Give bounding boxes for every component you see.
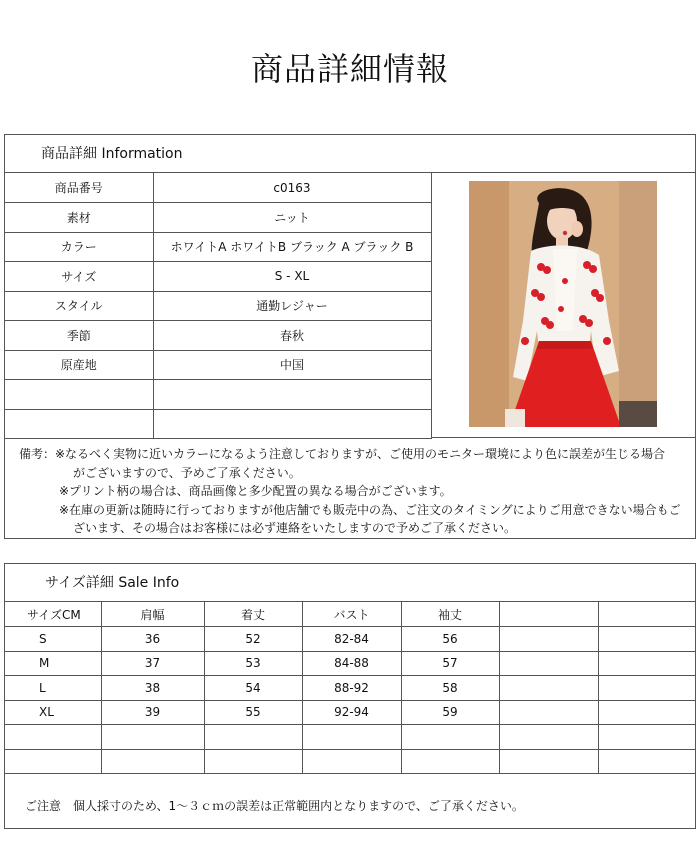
size-column-header: 着丈 <box>204 602 302 627</box>
size-cell <box>499 651 598 676</box>
size-cell <box>302 749 401 774</box>
details-row <box>5 321 431 351</box>
details-label: 季節 <box>5 321 153 351</box>
size-cell: L <box>5 676 101 701</box>
size-cell <box>101 749 204 774</box>
details-header: 商品詳細 Information <box>5 135 695 173</box>
details-row <box>5 409 431 439</box>
size-caution: ご注意 個人採寸のため、1～３ｃｍの誤差は正常範囲内となりますので、ご了承ください。 <box>25 799 524 813</box>
size-row <box>5 676 695 701</box>
size-row <box>5 700 695 725</box>
details-row <box>5 173 431 203</box>
size-row <box>5 651 695 676</box>
details-value: ホワイトA ホワイトB ブラック A ブラック B <box>153 232 431 262</box>
details-label <box>5 380 153 410</box>
details-row <box>5 291 431 321</box>
details-row <box>5 350 431 380</box>
size-cell <box>5 749 101 774</box>
product-photo <box>469 181 657 427</box>
size-cell: 59 <box>401 700 499 725</box>
size-cell: M <box>5 651 101 676</box>
note-line: ※プリント柄の場合は、商品画像と多少配置の異なる場合がございます。 <box>59 484 452 498</box>
size-cell: 92-94 <box>302 700 401 725</box>
details-value: ニット <box>153 203 431 233</box>
details-row <box>5 262 431 292</box>
size-header: サイズ詳細 Sale Info <box>5 564 695 602</box>
details-row <box>5 203 431 233</box>
details-label: 原産地 <box>5 350 153 380</box>
size-cell: 58 <box>401 676 499 701</box>
size-row <box>5 725 695 750</box>
size-cell: 37 <box>101 651 204 676</box>
size-cell <box>598 627 695 652</box>
size-cell <box>598 700 695 725</box>
details-label: 素材 <box>5 203 153 233</box>
size-cell <box>598 651 695 676</box>
size-cell <box>204 749 302 774</box>
size-cell: S <box>5 627 101 652</box>
size-table <box>5 602 695 774</box>
details-value: c0163 <box>153 173 431 203</box>
size-cell <box>401 725 499 750</box>
size-column-header: バスト <box>302 602 401 627</box>
product-photo-cell <box>431 173 695 438</box>
size-column-header <box>499 602 598 627</box>
size-cell: 38 <box>101 676 204 701</box>
size-cell <box>598 725 695 750</box>
size-cell <box>302 725 401 750</box>
details-label <box>5 409 153 439</box>
details-table <box>5 173 432 439</box>
note-line: ざいます、その場合はお客様には必ず連絡をいたしますので予めご了承ください。 <box>73 521 517 535</box>
size-column-header: 肩幅 <box>101 602 204 627</box>
details-value <box>153 409 431 439</box>
size-cell <box>204 725 302 750</box>
note-line: ※在庫の更新は随時に行っておりますが他店舗でも販売中の為、ご注文のタイミングによりご用意できない場合もご <box>59 502 681 517</box>
size-cell: 36 <box>101 627 204 652</box>
details-value: S - XL <box>153 262 431 292</box>
size-cell: 56 <box>401 627 499 652</box>
size-cell <box>499 749 598 774</box>
size-cell: 57 <box>401 651 499 676</box>
size-column-header: 袖丈 <box>401 602 499 627</box>
size-cell: 53 <box>204 651 302 676</box>
size-cell <box>101 725 204 750</box>
details-value: 通勤レジャー <box>153 291 431 321</box>
details-label: 商品番号 <box>5 173 153 203</box>
size-row <box>5 749 695 774</box>
size-cell <box>499 700 598 725</box>
size-cell: 55 <box>204 700 302 725</box>
size-header-row <box>5 602 695 627</box>
size-cell: XL <box>5 700 101 725</box>
details-value: 春秋 <box>153 321 431 351</box>
notes <box>5 439 695 538</box>
details-label: カラー <box>5 232 153 262</box>
note-line: がございますので、予めご了承ください。 <box>73 465 301 480</box>
size-cell: 84-88 <box>302 651 401 676</box>
size-cell <box>598 749 695 774</box>
size-cell: 88-92 <box>302 676 401 701</box>
details-value: 中国 <box>153 350 431 380</box>
size-cell: 52 <box>204 627 302 652</box>
note-line: 備考：※なるべく実物に近いカラーになるよう注意しておりますが、ご使用のモニター環境により色に誤差が生じる場合 <box>19 447 666 461</box>
size-cell <box>499 627 598 652</box>
details-label: スタイル <box>5 291 153 321</box>
size-row <box>5 627 695 652</box>
model-illustration <box>469 181 657 427</box>
page-title: 商品詳細情報 <box>250 50 449 88</box>
size-cell <box>598 676 695 701</box>
details-label: サイズ <box>5 262 153 292</box>
size-cell <box>5 725 101 750</box>
size-info-section <box>4 563 696 829</box>
details-value <box>153 380 431 410</box>
details-row <box>5 232 431 262</box>
details-row <box>5 380 431 410</box>
size-column-header: サイズCM <box>5 602 101 627</box>
size-cell <box>499 676 598 701</box>
size-cell: 82-84 <box>302 627 401 652</box>
product-details-section <box>4 134 696 539</box>
size-column-header <box>598 602 695 627</box>
size-cell <box>401 749 499 774</box>
size-cell <box>499 725 598 750</box>
size-cell: 39 <box>101 700 204 725</box>
size-cell: 54 <box>204 676 302 701</box>
